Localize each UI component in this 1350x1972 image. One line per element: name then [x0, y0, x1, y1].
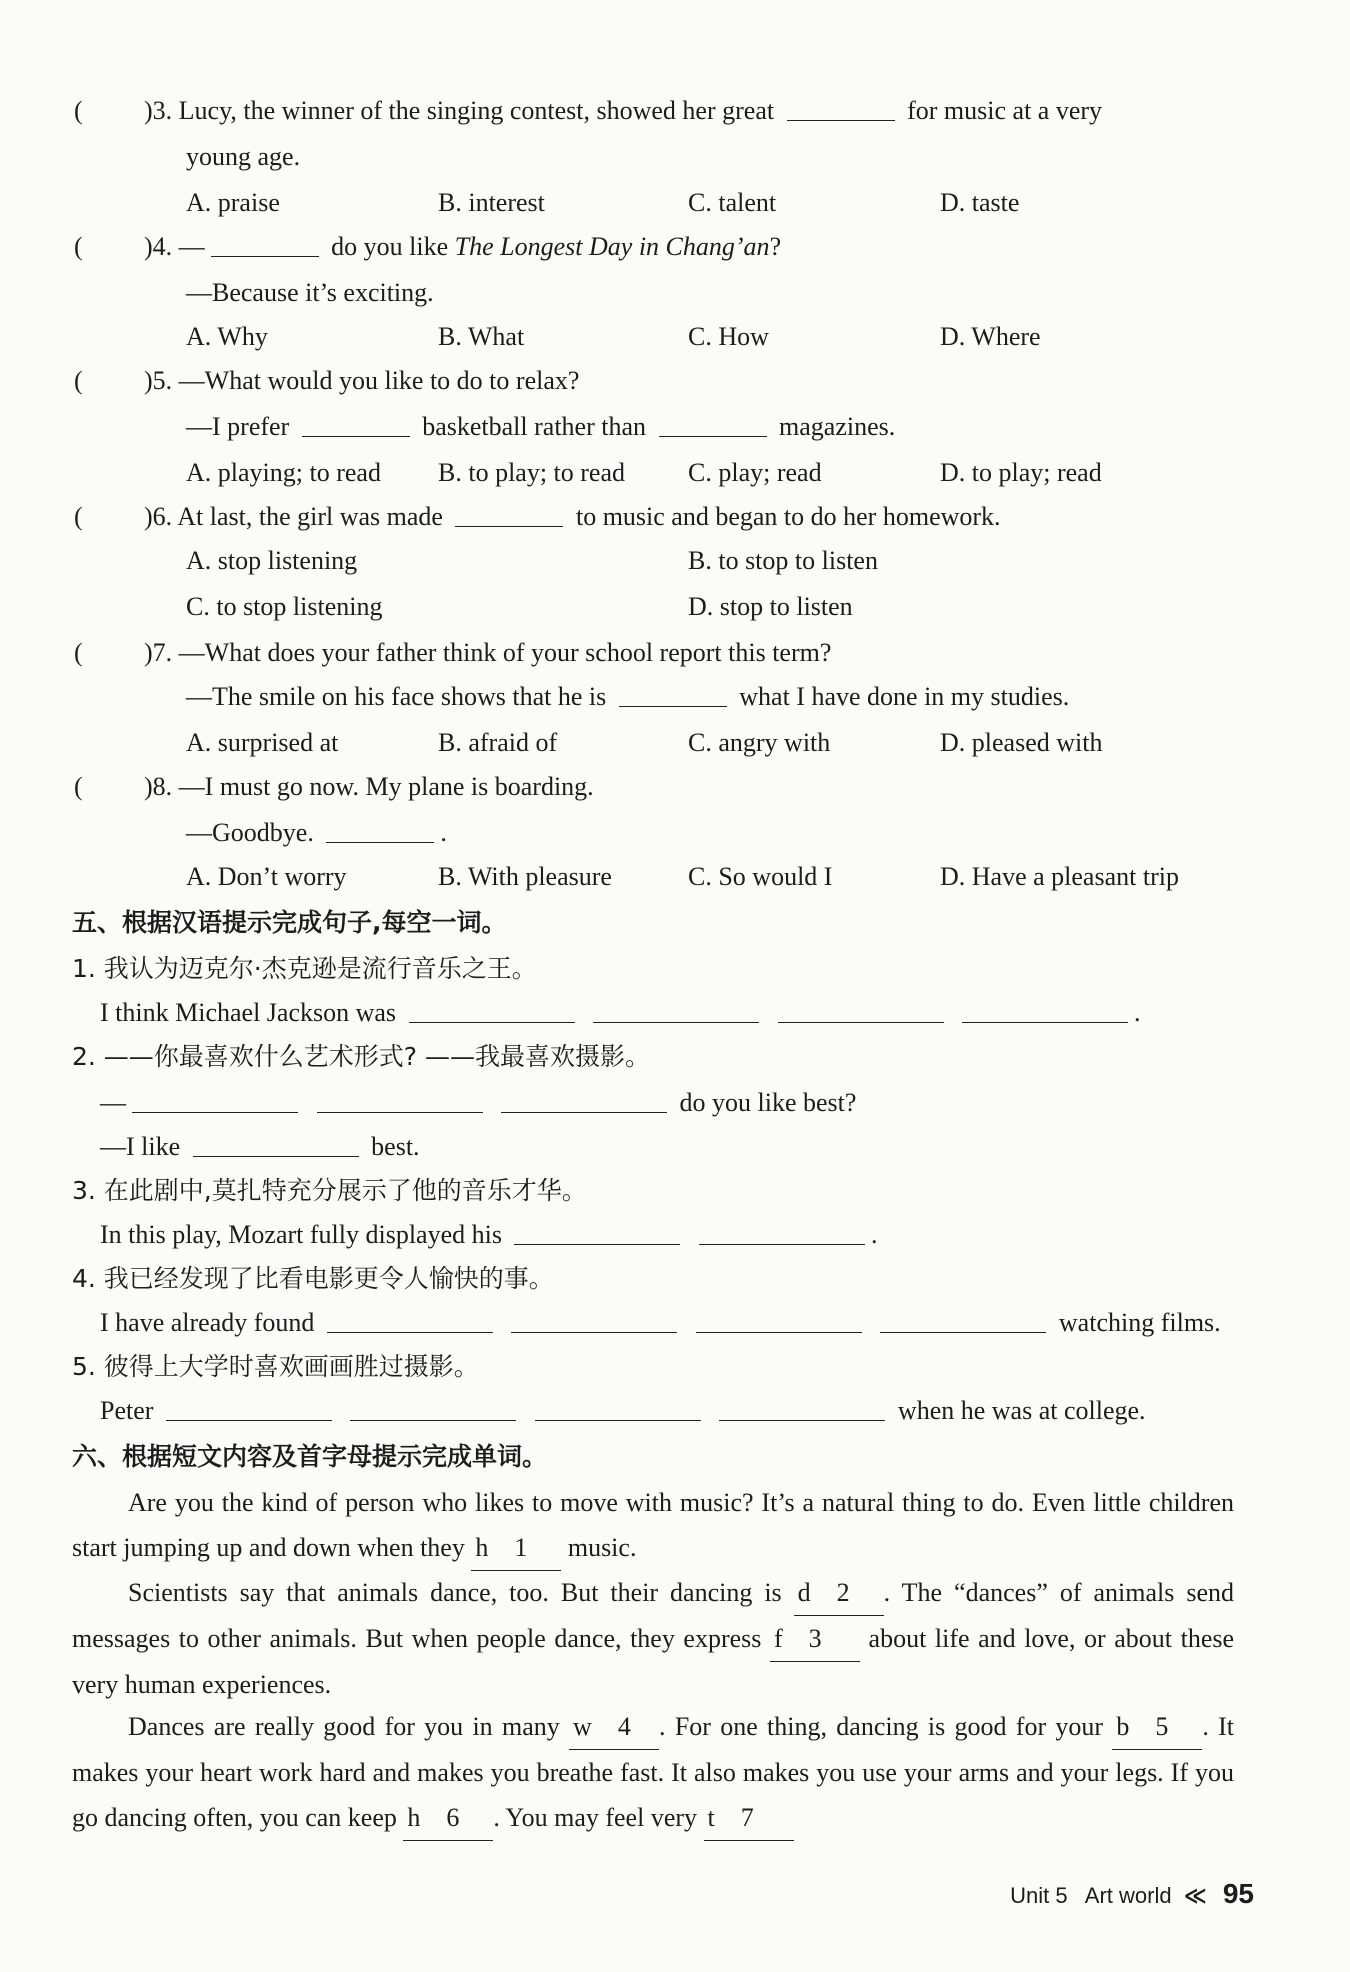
answer-paren: (	[74, 502, 83, 531]
blank-number: 3	[808, 1624, 822, 1653]
question-8	[144, 770, 594, 804]
question-text: —I prefer	[186, 412, 290, 441]
sentence-text: In this play, Mozart fully displayed his	[100, 1220, 502, 1249]
sentence-2-english	[100, 1086, 856, 1120]
sentence-4-chinese: 4. 我已经发现了比看电影更令人愉快的事。	[72, 1264, 554, 1293]
blank-number: 1	[514, 1533, 528, 1562]
section-6-heading: 六、根据短文内容及首字母提示完成单词。	[72, 1442, 548, 1471]
passage-paragraph-2	[72, 1570, 1234, 1707]
question-7	[144, 636, 831, 670]
question-text: .	[440, 818, 447, 847]
option-b: B. to play; to read	[438, 458, 626, 487]
passage-text: about life and love, or about these very human experiences.	[72, 1624, 1235, 1699]
passage-text: Scientists say that animals dance, too. But their dancing is	[128, 1578, 782, 1607]
initial-letter: b	[1116, 1712, 1130, 1741]
option-a: A. stop listening	[186, 546, 358, 575]
answer-blank[interactable]	[593, 996, 759, 1023]
question-text: do you like	[331, 232, 449, 261]
question-text: magazines.	[779, 412, 896, 441]
answer-blank[interactable]	[455, 500, 563, 527]
question-text: —What does your father think of your school report this term?	[178, 638, 832, 667]
blank-number: 4	[617, 1712, 631, 1741]
answer-blank[interactable]	[619, 680, 727, 707]
passage-text: . You may feel very	[493, 1803, 698, 1832]
answer-blank[interactable]	[317, 1086, 483, 1113]
question-text: Lucy, the winner of the singing contest, showed her great	[178, 96, 775, 125]
question-6	[144, 500, 1001, 534]
option-b: B. interest	[438, 188, 545, 217]
answer-blank[interactable]	[962, 996, 1128, 1023]
sentence-text: I think Michael Jackson was	[100, 998, 397, 1027]
option-c: C. to stop listening	[186, 592, 383, 621]
answer-blank[interactable]	[699, 1218, 865, 1245]
option-d: D. stop to listen	[688, 592, 853, 621]
option-a: A. praise	[186, 188, 280, 217]
sentence-text: .	[1134, 998, 1141, 1027]
word-blank-2[interactable]	[794, 1570, 884, 1616]
sentence-text: .	[870, 1220, 878, 1249]
answer-paren: (	[74, 232, 83, 261]
answer-blank[interactable]	[696, 1306, 862, 1333]
sentence-text: I have already found	[100, 1308, 315, 1337]
page-number: 95	[1222, 1878, 1254, 1909]
unit-label: Unit 5	[1010, 1883, 1068, 1908]
question-text: —What would you like to do to relax?	[178, 366, 580, 395]
answer-blank[interactable]	[719, 1394, 885, 1421]
initial-letter: d	[797, 1578, 811, 1607]
sentence-3-chinese: 3. 在此剧中,莫扎特充分展示了他的音乐才华。	[72, 1176, 587, 1205]
question-text	[186, 410, 895, 444]
passage-text: Are you the kind of person who likes to move with music? It’s a natural thing to do. Even little children start jumping up and down when they	[72, 1488, 1234, 1562]
answer-blank[interactable]	[193, 1130, 359, 1157]
option-d: D. taste	[940, 188, 1020, 217]
answer-paren: (	[74, 366, 83, 395]
answer-blank[interactable]	[409, 996, 575, 1023]
question-number: )6.	[144, 502, 173, 531]
sentence-5-english	[100, 1394, 1146, 1428]
option-a: A. playing; to read	[186, 458, 381, 487]
option-d: D. Have a pleasant trip	[940, 862, 1179, 891]
word-blank-1[interactable]	[471, 1525, 561, 1571]
question-number: )4.	[144, 232, 173, 261]
question-text: —The smile on his face shows that he is	[186, 682, 607, 711]
sentence-text: do you like best?	[679, 1088, 857, 1117]
word-blank-3[interactable]	[770, 1616, 860, 1662]
sentence-text: —	[100, 1088, 126, 1117]
passage-text: music.	[567, 1533, 637, 1562]
answer-blank[interactable]	[659, 410, 767, 437]
answer-blank[interactable]	[166, 1394, 332, 1421]
word-blank-4[interactable]	[569, 1704, 659, 1750]
answer-blank[interactable]	[211, 230, 319, 257]
option-d: D. to play; read	[940, 458, 1102, 487]
option-b: B. afraid of	[438, 728, 558, 757]
question-text: basketball rather than	[422, 412, 647, 441]
sentence-2-chinese: 2. ——你最喜欢什么艺术形式? ——我最喜欢摄影。	[72, 1042, 651, 1071]
sentence-1-chinese: 1. 我认为迈克尔·杰克逊是流行音乐之王。	[72, 954, 537, 983]
answer-paren: (	[74, 638, 83, 667]
answer-paren: (	[74, 96, 83, 125]
blank-number: 5	[1155, 1712, 1169, 1741]
initial-letter: w	[573, 1712, 592, 1741]
option-a: A. Why	[186, 322, 268, 351]
answer-blank[interactable]	[350, 1394, 516, 1421]
answer-paren: (	[74, 772, 83, 801]
option-c: C. talent	[688, 188, 777, 217]
option-c: C. play; read	[688, 458, 822, 487]
answer-blank[interactable]	[880, 1306, 1046, 1333]
word-blank-6[interactable]	[403, 1795, 493, 1841]
initial-letter: t	[707, 1803, 715, 1832]
question-text: —Goodbye.	[186, 818, 314, 847]
option-c: C. angry with	[688, 728, 831, 757]
answer-blank[interactable]	[535, 1394, 701, 1421]
sentence-2-english-reply	[100, 1130, 420, 1164]
sentence-text: —I like	[100, 1132, 181, 1161]
option-c: C. So would I	[688, 862, 833, 891]
answer-blank[interactable]	[326, 816, 434, 843]
sentence-text: watching films.	[1058, 1308, 1221, 1337]
word-blank-7[interactable]	[704, 1795, 794, 1841]
passage-paragraph-1	[72, 1480, 1234, 1571]
passage-text: . It makes your heart work hard and makes you breathe fast. It also makes you use your arms and your legs. If you go dancing often, you can keep	[72, 1712, 1235, 1832]
question-number: )5.	[144, 366, 173, 395]
question-number: )7.	[144, 638, 173, 667]
option-d: D. Where	[940, 322, 1041, 351]
movie-title: The Longest Day in Chang’an	[454, 232, 770, 261]
answer-blank[interactable]	[327, 1306, 493, 1333]
passage-text: . The “dances” of animals send messages to other animals. But when people dance, they express	[72, 1578, 1234, 1653]
answer-blank[interactable]	[514, 1218, 680, 1245]
option-c: C. How	[688, 322, 769, 351]
sentence-text: when he was at college.	[897, 1396, 1146, 1425]
unit-title: Art world	[1084, 1883, 1172, 1908]
option-b: B. What	[438, 322, 525, 351]
blank-number: 6	[446, 1803, 460, 1832]
answer-blank[interactable]	[511, 1306, 677, 1333]
question-number: )8.	[144, 772, 173, 801]
answer-blank[interactable]	[501, 1086, 667, 1113]
question-number: )3.	[144, 96, 173, 125]
question-5	[144, 364, 579, 398]
initial-letter: h	[407, 1803, 421, 1832]
question-text: ?	[769, 232, 782, 261]
question-4	[144, 230, 781, 264]
sentence-text: Peter	[100, 1396, 154, 1425]
blank-number: 2	[836, 1578, 850, 1607]
section-5-heading: 五、根据汉语提示完成句子,每空一词。	[72, 908, 507, 937]
page-footer	[1010, 1878, 1254, 1910]
answer-blank[interactable]	[778, 996, 944, 1023]
question-text: for music at a very	[907, 96, 1103, 125]
answer-blank[interactable]	[787, 94, 895, 121]
question-text	[186, 680, 1069, 714]
passage-text: Dances are really good for you in many	[128, 1712, 560, 1741]
double-chevron-left-icon: ≪	[1183, 1883, 1207, 1908]
sentence-4-english	[100, 1306, 1221, 1340]
option-d: D. pleased with	[940, 728, 1103, 757]
option-a: A. surprised at	[186, 728, 339, 757]
question-text: —I must go now. My plane is boarding.	[178, 772, 594, 801]
sentence-text: best.	[371, 1132, 420, 1161]
option-b: B. to stop to listen	[688, 546, 878, 575]
passage-paragraph-3	[72, 1704, 1234, 1841]
passage-text: . For one thing, dancing is good for your	[659, 1712, 1104, 1741]
word-blank-5[interactable]	[1112, 1704, 1202, 1750]
option-b: B. With pleasure	[438, 862, 612, 891]
question-text: —	[178, 232, 205, 261]
question-text: At last, the girl was made	[177, 502, 443, 531]
initial-letter: h	[475, 1533, 489, 1562]
question-3	[144, 94, 1102, 128]
question-text: what I have done in my studies.	[739, 682, 1070, 711]
question-text: —Because it’s exciting.	[186, 278, 434, 307]
sentence-1-english	[100, 996, 1141, 1030]
question-text: young age.	[186, 142, 301, 171]
question-text: to music and began to do her homework.	[575, 502, 1001, 531]
answer-blank[interactable]	[132, 1086, 298, 1113]
blank-number: 7	[740, 1803, 754, 1832]
sentence-3-english	[100, 1218, 877, 1252]
option-a: A. Don’t worry	[186, 862, 347, 891]
answer-blank[interactable]	[302, 410, 410, 437]
initial-letter: f	[773, 1624, 783, 1653]
question-text	[186, 816, 447, 850]
sentence-5-chinese: 5. 彼得上大学时喜欢画画胜过摄影。	[72, 1352, 479, 1381]
